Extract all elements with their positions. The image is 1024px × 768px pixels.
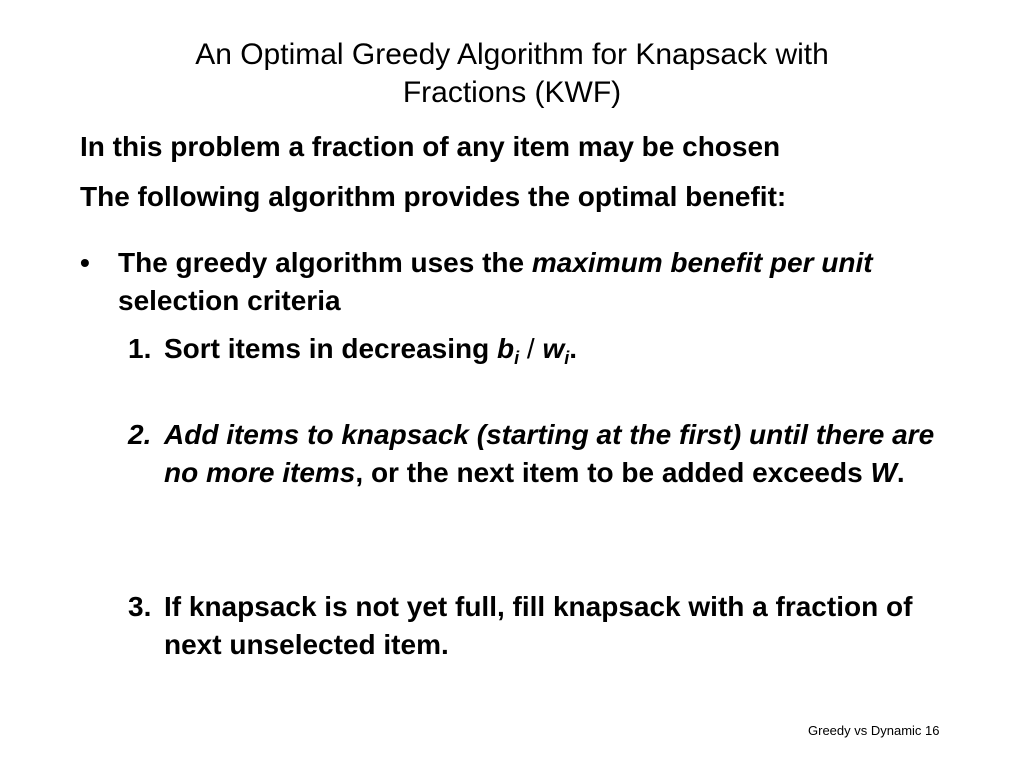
step-2-var: W bbox=[870, 457, 897, 488]
step-1-w: w bbox=[542, 333, 565, 364]
slide-footer: Greedy vs Dynamic 16 bbox=[808, 723, 940, 738]
step-1-number: 1. bbox=[128, 333, 152, 364]
step-1-text bbox=[164, 330, 964, 368]
bullet-text-part2: selection criteria bbox=[118, 285, 341, 316]
step-2-text-rest: , or the next item to be added exceeds bbox=[355, 457, 871, 488]
intro-line-1: In this problem a fraction of any item may be chosen bbox=[80, 131, 781, 162]
step-2-number: 2. bbox=[128, 419, 152, 450]
title-line-1: An Optimal Greedy Algorithm for Knapsack with bbox=[195, 38, 829, 71]
bullet-text bbox=[118, 244, 938, 320]
step-1-w-sub: i bbox=[564, 348, 570, 368]
step-3-text: If knapsack is not yet full, fill knapsack with a fraction of next unselected item. bbox=[164, 591, 913, 660]
intro-line-2: The following algorithm provides the optimal benefit: bbox=[80, 181, 787, 212]
step-3-number: 3. bbox=[128, 591, 152, 622]
bullet-emphasis: maximum benefit per unit bbox=[531, 247, 873, 278]
step-1-end: . bbox=[569, 333, 578, 364]
step-2-emphasis: Add items to knapsack (starting at the first) until there are no more items bbox=[164, 419, 935, 488]
step-1-slash: / bbox=[519, 333, 543, 364]
step-1-b-sub: i bbox=[514, 348, 520, 368]
slide-title bbox=[0, 36, 1024, 112]
bullet-text-part1: The greedy algorithm uses the bbox=[118, 247, 532, 278]
step-2-end: . bbox=[896, 457, 905, 488]
title-line-2: Fractions (KWF) bbox=[402, 76, 622, 109]
step-2-text bbox=[164, 416, 954, 492]
step-1-b: b bbox=[497, 333, 515, 364]
step-1-text-before: Sort items in decreasing bbox=[164, 333, 497, 364]
bullet-marker: • bbox=[80, 247, 90, 278]
